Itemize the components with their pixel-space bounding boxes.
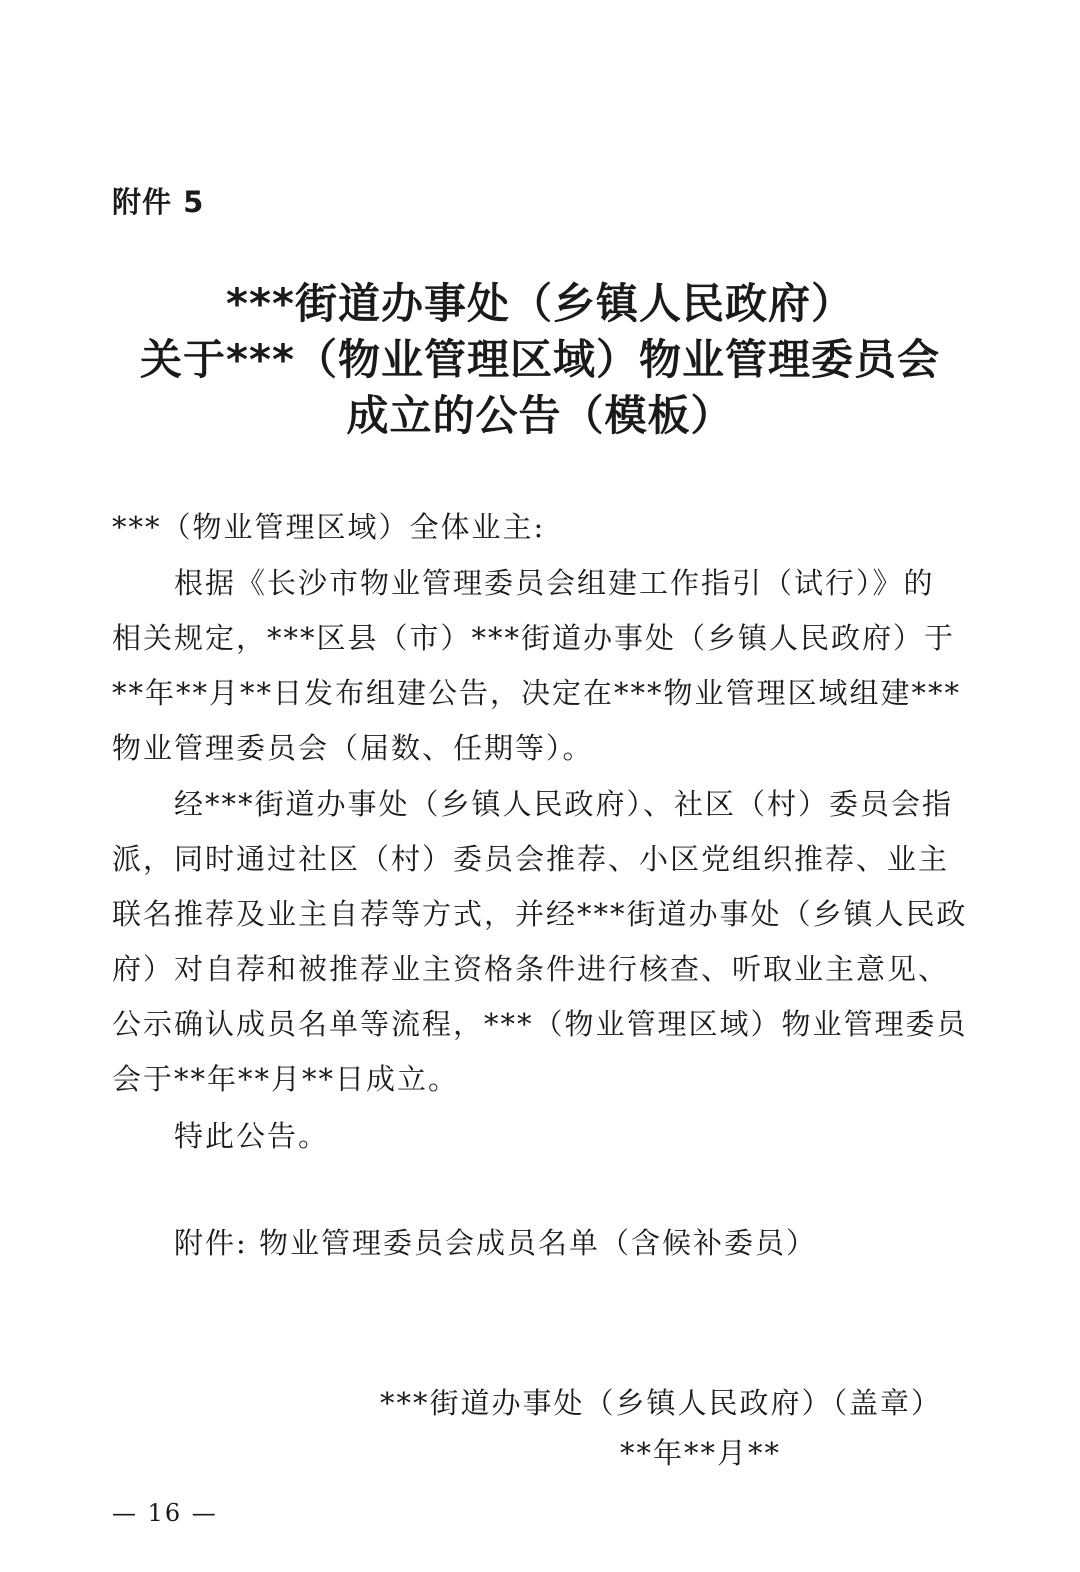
document-title (40, 276, 1040, 444)
paragraph-2-line: 联名推荐及业主自荐等方式，并经***街道办事处（乡镇人民政 (112, 897, 968, 931)
paragraph-1-line: **年**月**日发布组建公告，决定在***物业管理区域组建*** (112, 676, 962, 710)
page-number: — 16 — (112, 1499, 218, 1527)
closing-text: 特此公告。 (174, 1119, 330, 1153)
title-line-1: ***街道办事处（乡镇人民政府） (226, 279, 854, 328)
attachments-note (112, 1216, 968, 1271)
signature-organization: ***街道办事处（乡镇人民政府）（盖章） (380, 1386, 943, 1420)
paragraph-2 (112, 777, 968, 1107)
paragraph-2-line: 经***街道办事处（乡镇人民政府）、社区（村）委员会指 (174, 787, 954, 821)
attachment-label: 附件 5 (112, 185, 205, 219)
paragraph-1-line: 相关规定，***区县（市）***街道办事处（乡镇人民政府）于 (112, 621, 956, 655)
paragraph-2-line: 公示确认成员名单等流程，***（物业管理区域）物业管理委员 (112, 1007, 968, 1041)
title-line-2: 关于***（物业管理区域）物业管理委员会 (140, 335, 940, 384)
salutation (112, 500, 968, 555)
paragraph-2-line: 派，同时通过社区（村）委员会推荐、小区党组织推荐、业主 (112, 842, 950, 876)
attachments-text: 附件: 物业管理委员会成员名单（含候补委员） (174, 1226, 817, 1260)
title-line-3: 成立的公告（模板） (346, 391, 734, 440)
paragraph-1 (112, 556, 968, 776)
signature-block (380, 1378, 960, 1478)
paragraph-2-line: 会于**年**月**日成立。 (112, 1062, 460, 1096)
paragraph-1-line: 根据《长沙市物业管理委员会组建工作指引（试行）》的 (174, 566, 935, 600)
paragraph-2-line: 府）对自荐和被推荐业主资格条件进行核查、听取业主意见、 (112, 952, 950, 986)
signature-date: **年**月** (620, 1436, 782, 1470)
paragraph-1-line: 物业管理委员会（届数、任期等）。 (112, 731, 594, 765)
salutation-text: ***（物业管理区域）全体业主: (112, 510, 546, 544)
closing (112, 1109, 968, 1164)
